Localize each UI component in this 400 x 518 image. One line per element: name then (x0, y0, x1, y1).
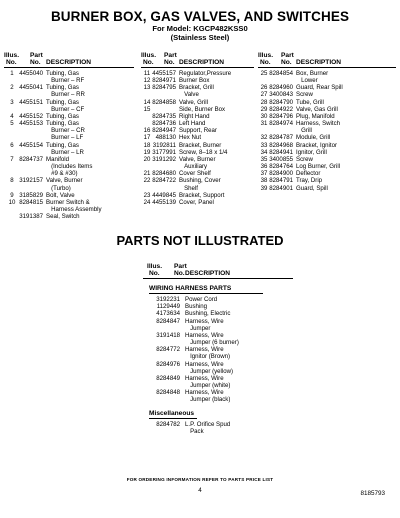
part-row (4, 113, 134, 120)
part-description: Harness, Wire (185, 374, 224, 382)
part-description: Tubing, Gas (46, 98, 79, 106)
part-row (4, 213, 134, 220)
part-row (258, 106, 396, 113)
part-description: Valve, Grill (179, 98, 209, 106)
part-description: Seal, Switch (46, 213, 80, 221)
header-illus-no: No. (260, 59, 271, 67)
part-description: Burner Box (179, 77, 210, 85)
part-description: Bushing, Electric (185, 310, 231, 318)
section-heading: Miscellaneous (149, 410, 293, 417)
column-header (143, 263, 293, 279)
part-row (258, 70, 396, 84)
part-row (141, 149, 254, 156)
part-description: Bracket, Ignitor (296, 141, 337, 149)
part-row (143, 346, 293, 360)
part-row (143, 421, 293, 435)
part-description-cont: Auxiliary (179, 163, 208, 171)
part-number: 3400843 (269, 91, 293, 99)
header-illus: Illus. (258, 52, 274, 59)
illus-number: 23 (143, 191, 151, 199)
illus-number: 31 (260, 120, 268, 128)
parts-column-2 (141, 52, 254, 206)
part-description-cont: Shelf (179, 184, 198, 192)
illus-number: 17 (143, 134, 151, 142)
part-row (143, 332, 293, 346)
illus-number: 19 (143, 148, 151, 156)
part-description-cont: #9 & #30) (46, 170, 78, 178)
part-description: Tubing, Gas (46, 70, 79, 77)
part-number: 8284968 (269, 141, 293, 149)
part-description-cont: Ignitor (Brown) (185, 353, 231, 361)
illus-number: 15 (143, 105, 151, 113)
part-description: Module, Grill (296, 134, 331, 142)
header-part-no: No. (30, 59, 41, 67)
part-description: Tube, Grill (296, 98, 324, 106)
part-number: 8284791 (269, 177, 293, 185)
part-row (141, 170, 254, 177)
part-description-cont: (Turbo) (46, 184, 71, 192)
part-number: 8284815 (19, 198, 43, 206)
part-number: 8284971 (152, 77, 176, 85)
section-heading: WIRING HARNESS PARTS (149, 285, 293, 292)
part-row (258, 163, 396, 170)
part-row (143, 296, 293, 303)
part-number: 4455151 (19, 98, 43, 106)
part-description-cont: Jumper (white) (185, 382, 231, 390)
part-description-cont: Jumper (185, 324, 211, 332)
part-description-cont: Harness Assembly (46, 205, 102, 213)
part-row (258, 134, 396, 141)
illus-number: 3 (10, 98, 14, 106)
illus-number: 7 (10, 155, 14, 163)
part-number: 4455154 (19, 141, 43, 149)
header-part-no: No. (281, 59, 292, 67)
header-rule (4, 67, 134, 68)
illus-number: 1 (10, 70, 14, 77)
header-illus: Illus. (4, 52, 20, 59)
section-underline (149, 293, 263, 294)
header-part: Part (164, 52, 177, 59)
part-number: 8284901 (269, 184, 293, 192)
header-rule (258, 67, 396, 68)
illus-number: 6 (10, 141, 14, 149)
part-number: 3192231 (156, 296, 180, 304)
part-number: 8284858 (152, 98, 176, 106)
part-row (143, 303, 293, 310)
column-header (258, 52, 396, 68)
part-description: L.P. Orifice Spud (185, 420, 231, 428)
part-row (141, 199, 254, 206)
page-title: BURNER BOX, GAS VALVES, AND SWITCHES (50, 9, 350, 24)
part-description: Screw, 8–18 x 1/4 (179, 148, 228, 156)
illus-number: 20 (143, 155, 151, 163)
part-description: Burner Switch & (46, 198, 90, 206)
part-description: Ignitor, Grill (296, 148, 327, 156)
illus-number: 33 (260, 141, 268, 149)
part-number: 4455153 (19, 120, 43, 128)
part-number: 8284849 (156, 374, 180, 382)
part-row (141, 99, 254, 106)
part-row (141, 142, 254, 149)
illus-number: 25 (260, 70, 268, 77)
part-description: Tubing, Gas (46, 141, 79, 149)
part-description: Bushing (185, 303, 208, 311)
part-description: Tubing, Gas (46, 120, 79, 128)
part-row (258, 84, 396, 91)
illus-number: 9 (10, 191, 14, 199)
part-description: Box, Burner (296, 70, 329, 77)
part-row (141, 70, 254, 77)
part-number: 3192157 (19, 177, 43, 185)
part-description: Harness, Wire (185, 389, 224, 397)
parts-not-illustrated-list (143, 263, 293, 435)
part-number: 8284772 (156, 346, 180, 354)
part-row (4, 156, 134, 177)
part-description-cont: Burner – RR (46, 91, 85, 99)
part-row (4, 99, 134, 113)
header-part: Part (174, 263, 187, 270)
part-row (141, 177, 254, 191)
part-number: 8284735 (152, 112, 176, 120)
part-row (258, 177, 396, 184)
part-description: Manifold (46, 155, 70, 163)
illus-number: 38 (260, 177, 268, 185)
illus-number: 18 (143, 141, 151, 149)
illus-number: 13 (143, 84, 151, 92)
part-description: Guard, Rear Spill (296, 84, 343, 92)
part-row (258, 91, 396, 98)
part-description: Screw (296, 91, 313, 99)
illus-number: 32 (260, 134, 268, 142)
parts-not-illustrated-title: PARTS NOT ILLUSTRATED (116, 233, 284, 248)
part-number: 8284787 (269, 134, 293, 142)
part-description: Tubing, Gas (46, 112, 79, 120)
part-number: 8284796 (269, 112, 293, 120)
header-illus: Illus. (147, 263, 163, 270)
part-row (258, 142, 396, 149)
part-description: Screw (296, 155, 313, 163)
illus-number: 26 (260, 84, 268, 92)
part-description: Cover Shelf (179, 170, 211, 178)
part-number: 8284854 (269, 70, 293, 77)
header-illus-no: No. (143, 59, 154, 67)
illus-number: 36 (260, 163, 268, 171)
part-description: Valve, Burner (179, 155, 216, 163)
part-number: 3177991 (152, 148, 176, 156)
part-number: 4449845 (152, 191, 176, 199)
part-row (141, 192, 254, 199)
part-number: 1129449 (156, 303, 180, 311)
header-rule (143, 278, 293, 279)
part-description: Bracket, Support (179, 191, 225, 199)
part-number: 8284764 (269, 163, 293, 171)
header-description: DESCRIPTION (296, 59, 342, 67)
illus-number: 14 (143, 98, 151, 106)
part-row (141, 127, 254, 134)
part-description-cont: Jumper (black) (185, 396, 231, 404)
part-number: 4455152 (19, 112, 43, 120)
model-line: For Model: KGCP482KSS0 (152, 24, 248, 33)
header-part-no: No. (164, 59, 175, 67)
illus-number: 21 (143, 170, 151, 178)
part-number: 8284790 (269, 98, 293, 106)
part-description: Bracket, Grill (179, 84, 214, 92)
page-number: 4 (198, 487, 202, 494)
illus-number: 10 (8, 198, 16, 206)
part-row (4, 142, 134, 156)
part-row (143, 310, 293, 317)
part-description: Regulator,Pressure (179, 70, 232, 77)
part-description: Tray, Drip (296, 177, 323, 185)
part-description: Valve, Burner (46, 177, 83, 185)
part-number: 8284795 (152, 84, 176, 92)
part-row (258, 156, 396, 163)
part-row (258, 120, 396, 134)
part-description: Harness, Switch (296, 120, 341, 128)
header-part-no: No. (174, 270, 185, 278)
part-description-cont: Pack (185, 427, 204, 435)
part-row (141, 156, 254, 170)
part-row (143, 375, 293, 389)
illus-number: 39 (260, 184, 268, 192)
part-number: 8284960 (269, 84, 293, 92)
part-number: 3191387 (19, 213, 43, 221)
illus-number: 37 (260, 170, 268, 178)
column-header (141, 52, 254, 68)
part-description: Left Hand (179, 120, 206, 128)
part-row (143, 361, 293, 375)
part-number: 4455139 (152, 198, 176, 206)
illus-number: 24 (143, 198, 151, 206)
part-description: Bushing, Cover (179, 177, 221, 185)
part-description: Cover, Panel (179, 198, 214, 206)
illus-number: 28 (260, 98, 268, 106)
part-number: 4455157 (152, 70, 176, 77)
part-description-cont: Burner – LF (46, 134, 84, 142)
part-description: Plug, Manifold (296, 112, 335, 120)
part-row (4, 120, 134, 141)
part-row (143, 389, 293, 403)
part-row (4, 70, 134, 84)
document-number: 8185793 (360, 490, 385, 497)
part-description: Support, Rear (179, 127, 217, 135)
illus-number: 5 (10, 120, 14, 128)
part-number: 3185829 (19, 191, 43, 199)
header-description: DESCRIPTION (185, 270, 231, 278)
part-number: 8284680 (152, 170, 176, 178)
header-illus-no: No. (6, 59, 17, 67)
illus-number: 35 (260, 155, 268, 163)
part-row (258, 170, 396, 177)
section-underline (149, 418, 197, 419)
part-number: 3400855 (269, 155, 293, 163)
part-number: 4455040 (19, 70, 43, 77)
part-number: 8284976 (156, 360, 180, 368)
part-description-cont: Burner – CF (46, 105, 85, 113)
illus-number: 30 (260, 112, 268, 120)
illus-number: 29 (260, 105, 268, 113)
part-number: 8284947 (152, 127, 176, 135)
part-description-cont: Burner – LR (46, 148, 84, 156)
part-number: 488130 (155, 134, 176, 142)
header-part: Part (30, 52, 43, 59)
part-number: 3191292 (152, 155, 176, 163)
part-description-cont: Jumper (6 burner) (185, 339, 239, 347)
part-description-cont: (Includes Items (46, 163, 93, 171)
part-row (141, 84, 254, 98)
part-row (141, 134, 254, 141)
part-description: Bracket, Burner (179, 141, 222, 149)
part-description: Deflector (296, 170, 321, 178)
part-row (4, 192, 134, 199)
header-rule (141, 67, 254, 68)
part-description: Harness, Wire (185, 331, 224, 339)
part-description: Tubing, Gas (46, 84, 79, 92)
part-row (143, 318, 293, 332)
part-description: Guard, Spill (296, 184, 328, 192)
model-header (0, 25, 400, 43)
part-row (141, 113, 254, 120)
part-description-cont: Grill (296, 127, 312, 135)
part-description: Power Cord (185, 296, 218, 304)
column-header (4, 52, 134, 68)
part-number: 4455041 (19, 84, 43, 92)
part-number: 3192811 (152, 141, 176, 149)
part-number: 8284847 (156, 317, 180, 325)
part-number: 8284922 (269, 105, 293, 113)
part-description: Hex Nut (179, 134, 202, 142)
part-number: 8284782 (156, 420, 180, 428)
model-sub: (Stainless Steel) (170, 32, 230, 42)
parts-column-1 (4, 52, 134, 220)
part-description-cont: Burner – RF (46, 77, 85, 85)
illus-number: 8 (10, 177, 14, 185)
part-row (141, 120, 254, 127)
part-row (258, 149, 396, 156)
part-description: Harness, Wire (185, 317, 224, 325)
part-row (141, 77, 254, 84)
illus-number: 34 (260, 148, 268, 156)
part-description-cont: Jumper (yellow) (185, 367, 234, 375)
part-row (4, 84, 134, 98)
part-description: Log Burner, Grill (296, 163, 341, 171)
part-description-cont: Burner – CR (46, 127, 85, 135)
part-number: 8284900 (269, 170, 293, 178)
part-number: 8284941 (269, 148, 293, 156)
illus-number: 27 (260, 91, 268, 99)
part-row (4, 177, 134, 191)
part-description: Harness, Wire (185, 346, 224, 354)
illus-number: 12 (143, 77, 151, 85)
header-illus-no: No. (149, 270, 160, 278)
part-number: 8284737 (19, 155, 43, 163)
part-description: Side, Burner Box (179, 105, 226, 113)
part-number: 8284974 (269, 120, 293, 128)
illus-number: 4 (10, 112, 14, 120)
header-illus: Illus. (141, 52, 157, 59)
illus-number: 16 (143, 127, 151, 135)
part-row (258, 99, 396, 106)
header-description: DESCRIPTION (46, 59, 92, 67)
part-number: 3191418 (156, 331, 180, 339)
illus-number: 2 (10, 84, 14, 92)
part-description: Valve, Gas Grill (296, 105, 338, 113)
part-description: Right Hand (179, 112, 210, 120)
part-row (258, 113, 396, 120)
part-number: 8284848 (156, 389, 180, 397)
part-number: 4173634 (156, 310, 180, 318)
part-description-cont: Lower (296, 77, 318, 85)
header-description: DESCRIPTION (179, 59, 225, 67)
part-number: 8284722 (152, 177, 176, 185)
part-number: 8284736 (152, 120, 176, 128)
part-description: Bolt, Valve (46, 191, 75, 199)
part-description-cont: Valve (179, 91, 199, 99)
parts-column-3 (258, 52, 396, 192)
illus-number: 22 (143, 177, 151, 185)
header-part: Part (281, 52, 294, 59)
part-row (4, 199, 134, 213)
illus-number: 11 (143, 70, 151, 77)
part-row (141, 106, 254, 113)
part-description: Harness, Wire (185, 360, 224, 368)
part-row (258, 185, 396, 192)
ordering-footer: FOR ORDERING INFORMATION REFER TO PARTS PRICE LIST (126, 477, 274, 482)
